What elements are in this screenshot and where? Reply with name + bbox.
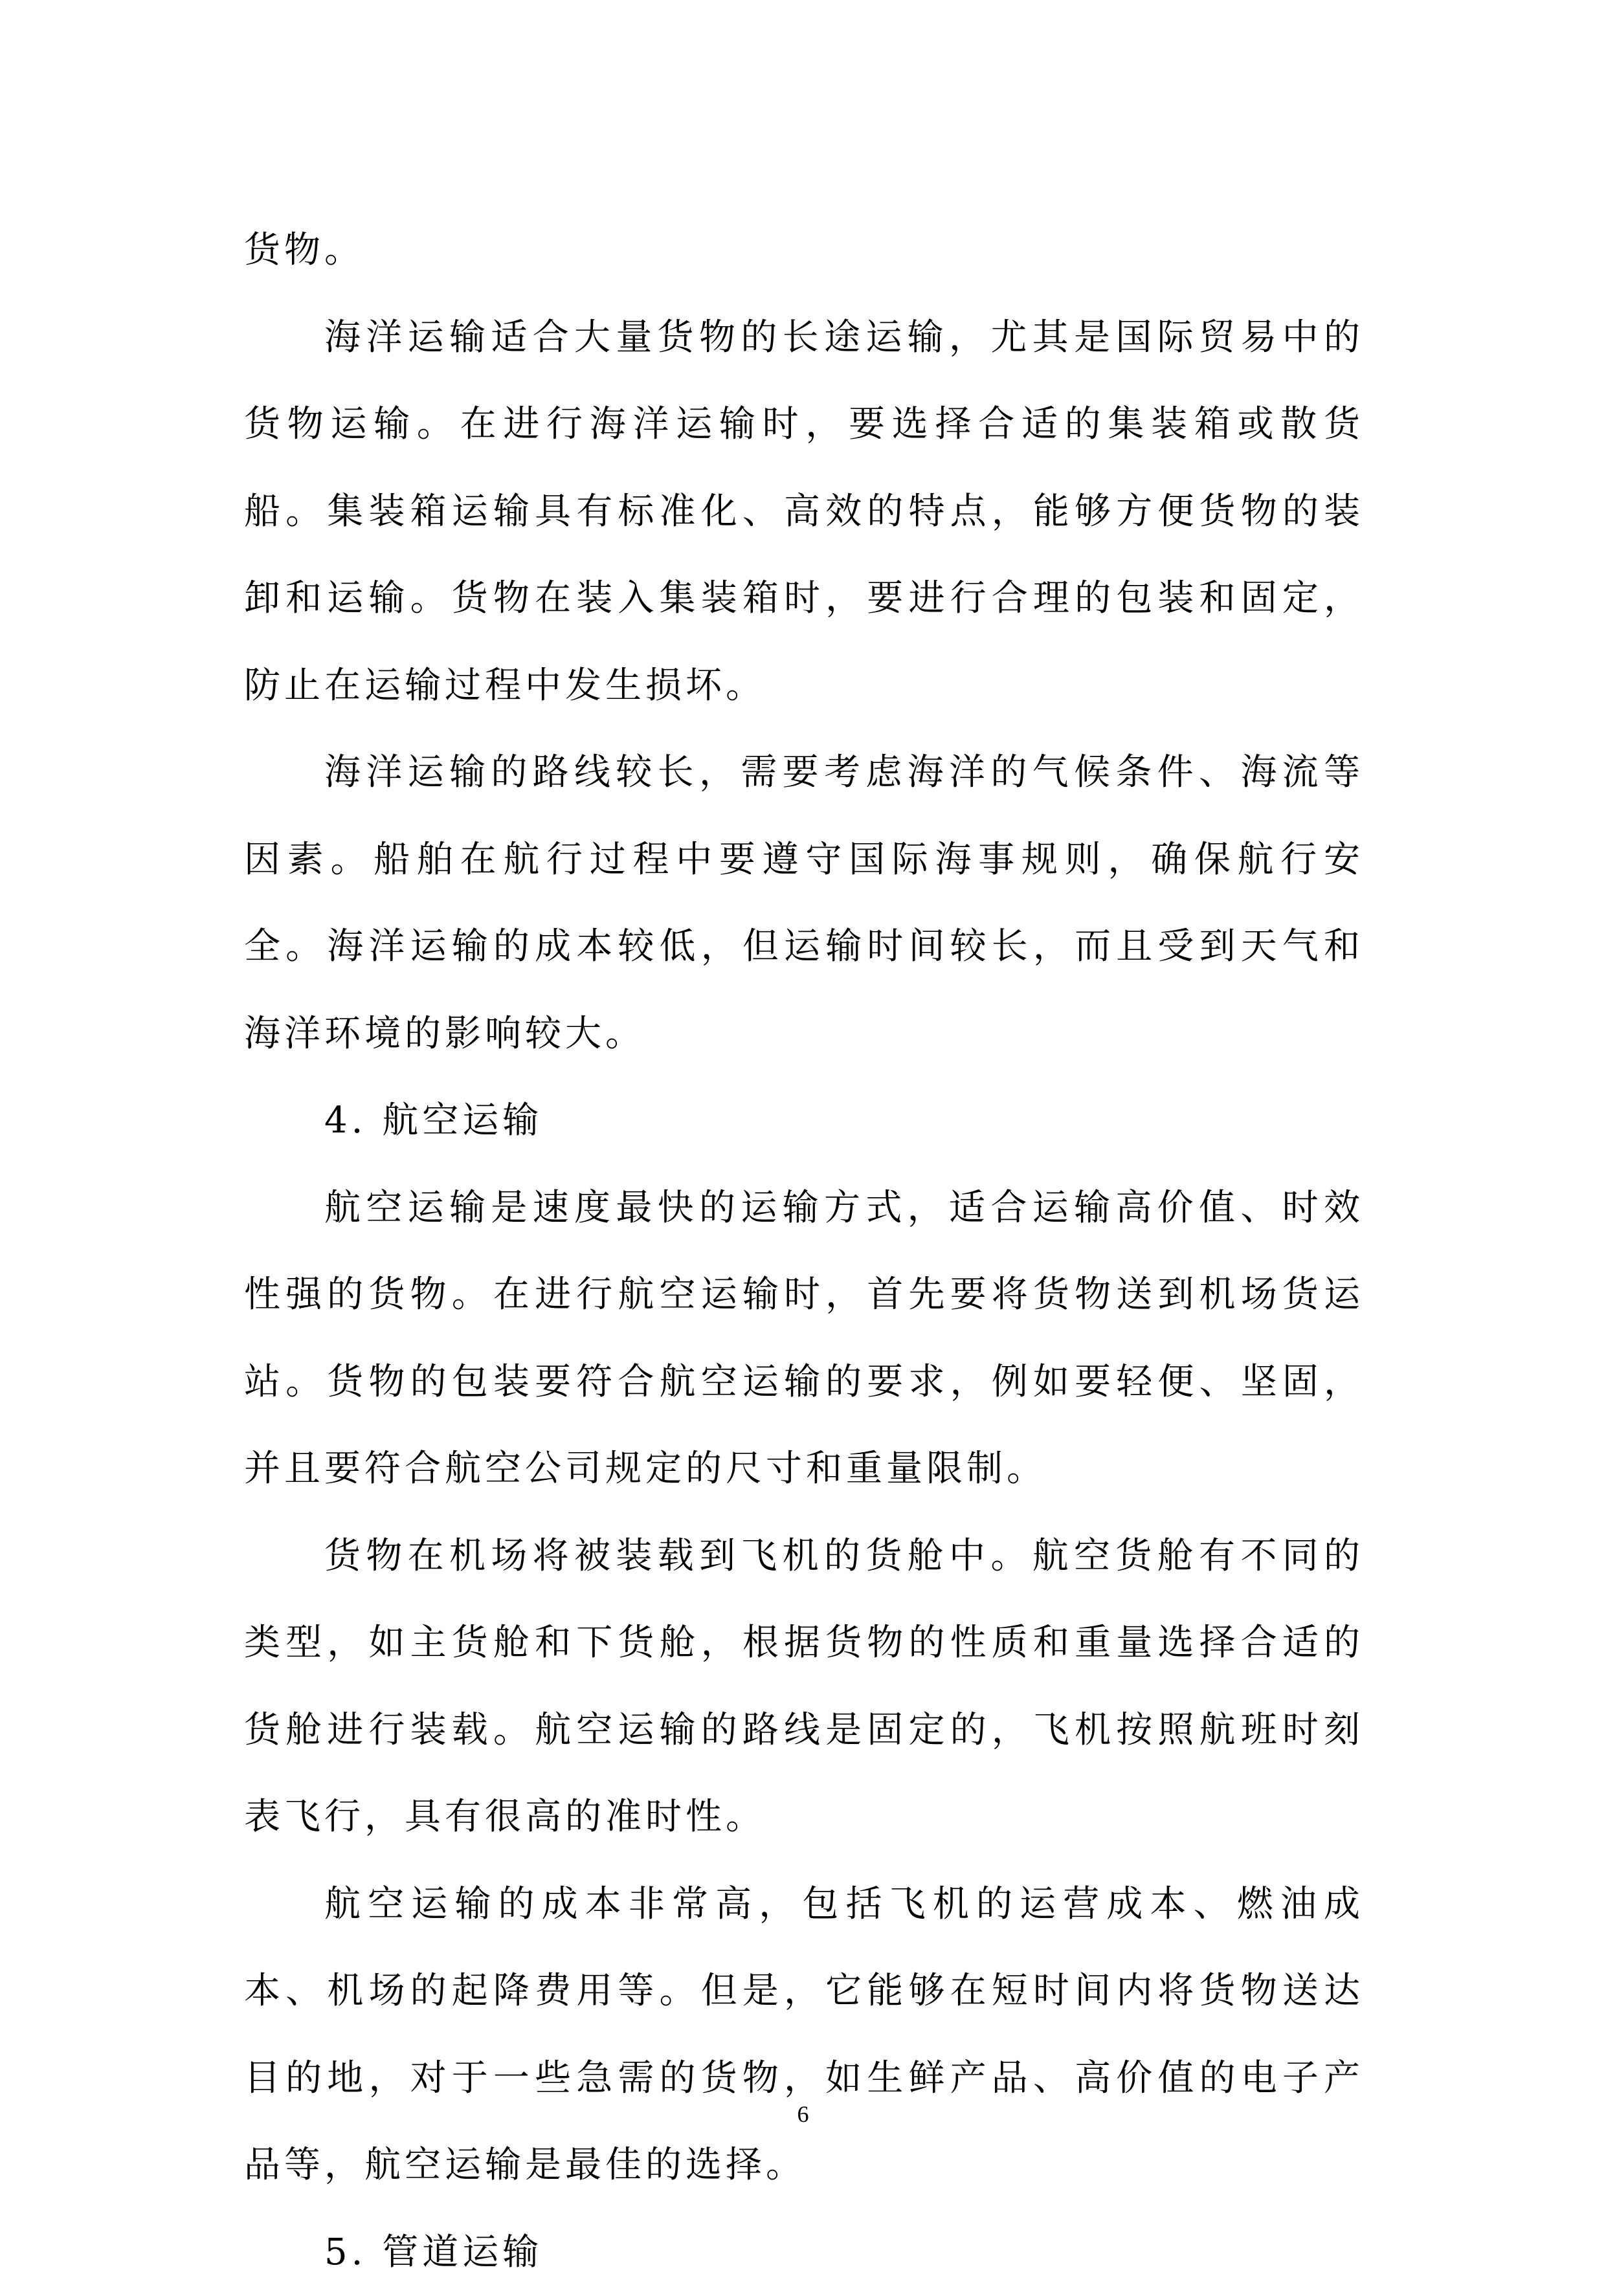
- section-heading-air-transport: 4. 航空运输: [244, 1077, 1364, 1165]
- paragraph-air-transport-cost: 航空运输的成本非常高，包括飞机的运营成本、燃油成本、机场的起降费用等。但是，它能够在短时间内将货物送达目的地，对于一些急需的货物，如生鲜产品、高价值的电子产品等，航空运输是最佳的选择。: [244, 1861, 1364, 2209]
- paragraph-ocean-transport-route: 海洋运输的路线较长，需要考虑海洋的气候条件、海流等因素。船舶在航行过程中要遵守国际海事规则，确保航行安全。海洋运输的成本较低，但运输时间较长，而且受到天气和海洋环境的影响较大。: [244, 729, 1364, 1077]
- paragraph-ocean-transport-suitability: 海洋运输适合大量货物的长途运输，尤其是国际贸易中的货物运输。在进行海洋运输时，要选择合适的集装箱或散货船。集装箱运输具有标准化、高效的特点，能够方便货物的装卸和运输。货物在装入集装箱时，要进行合理的包装和固定，防止在运输过程中发生损坏。: [244, 294, 1364, 730]
- section-heading-pipeline-transport: 5. 管道运输: [244, 2209, 1364, 2296]
- page-number: 6: [0, 2100, 1606, 2128]
- paragraph-air-transport-loading: 货物在机场将被装载到飞机的货舱中。航空货舱有不同的类型，如主货舱和下货舱，根据货物的性质和重量选择合适的货舱进行装载。航空运输的路线是固定的，飞机按照航班时刻表飞行，具有很高的准时性。: [244, 1513, 1364, 1861]
- paragraph-continuation: 货物。: [244, 207, 1364, 294]
- page-body: [244, 207, 1364, 2296]
- paragraph-air-transport-intro: 航空运输是速度最快的运输方式，适合运输高价值、时效性强的货物。在进行航空运输时，首先要将货物送到机场货运站。货物的包装要符合航空运输的要求，例如要轻便、坚固，并且要符合航空公司规定的尺寸和重量限制。: [244, 1165, 1364, 1513]
